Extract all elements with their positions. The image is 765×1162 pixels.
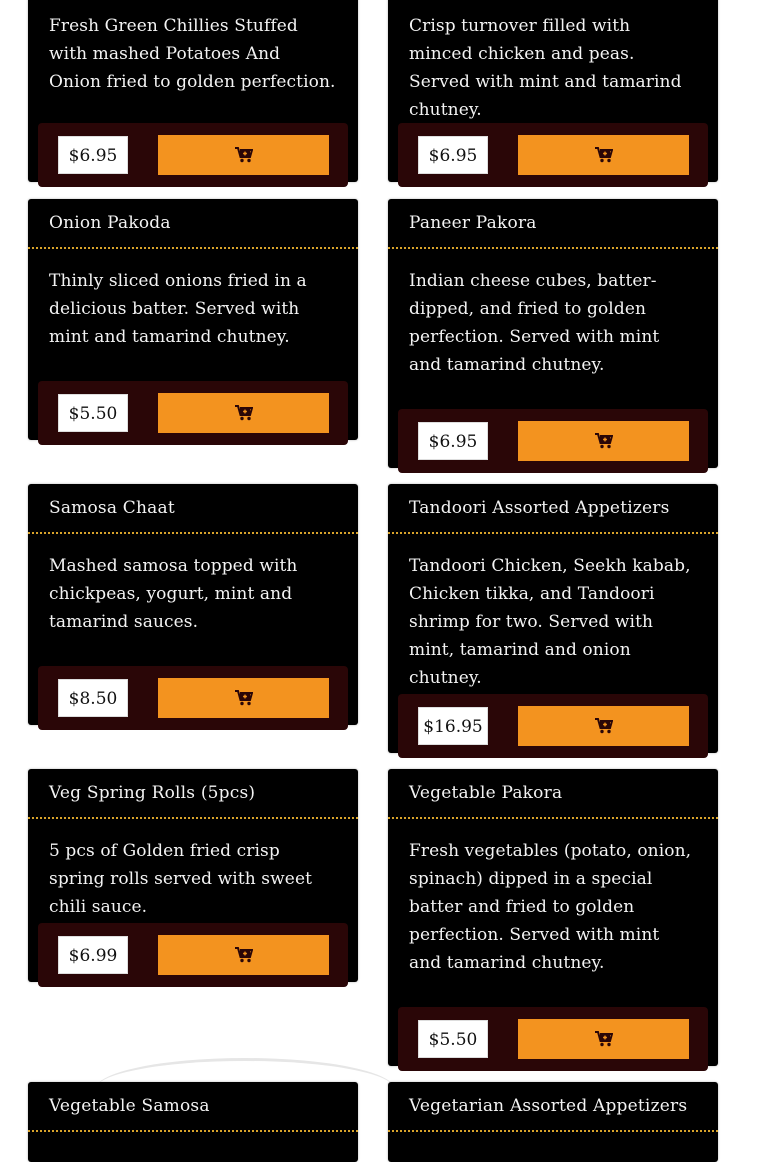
cart-plus-icon — [595, 718, 613, 734]
item-description: Tandoori Chicken, Seekh kabab, Chicken tikka, and Tandoori shrimp for two. Served with mint, tamarind and onion chutney. — [409, 556, 691, 688]
add-to-cart-button[interactable] — [158, 678, 329, 718]
item-title: Vegetarian Assorted Appetizers — [388, 1082, 718, 1132]
cart-plus-icon — [235, 690, 253, 706]
item-title: Samosa Chaat — [28, 484, 358, 534]
item-description: Crisp turnover filled with minced chicken and peas. Served with mint and tamarind chutney. — [409, 16, 682, 120]
item-price: $6.95 — [418, 136, 488, 174]
item-title: Tandoori Assorted Appetizers — [388, 484, 718, 534]
item-description: Fresh Green Chillies Stuffed with mashed Potatoes And Onion fried to golden perfection. — [49, 16, 336, 92]
item-title: Vegetable Pakora — [388, 769, 718, 819]
add-to-cart-button[interactable] — [518, 706, 689, 746]
card-footer — [398, 409, 708, 473]
cart-plus-icon — [595, 433, 613, 449]
item-price: $8.50 — [58, 679, 128, 717]
cart-plus-icon — [235, 147, 253, 163]
card-footer — [398, 1007, 708, 1071]
item-price: $6.95 — [418, 422, 488, 460]
menu-card — [28, 769, 358, 982]
item-price: $16.95 — [418, 707, 488, 745]
menu-card — [388, 1082, 718, 1162]
add-to-cart-button[interactable] — [518, 135, 689, 175]
menu-card — [28, 199, 358, 440]
menu-card — [388, 199, 718, 468]
card-footer — [398, 123, 708, 187]
add-to-cart-button[interactable] — [158, 393, 329, 433]
add-to-cart-button[interactable] — [518, 421, 689, 461]
card-footer — [38, 381, 348, 445]
item-description: Indian cheese cubes, batter-dipped, and fried to golden perfection. Served with mint and tamarind chutney. — [409, 271, 660, 375]
cart-plus-icon — [235, 405, 253, 421]
add-to-cart-button[interactable] — [518, 1019, 689, 1059]
menu-card — [388, 0, 718, 182]
card-footer — [38, 666, 348, 730]
menu-card — [388, 484, 718, 753]
item-price: $6.99 — [58, 936, 128, 974]
menu-card — [28, 484, 358, 725]
card-footer — [398, 694, 708, 758]
menu-card — [28, 0, 358, 182]
item-description: 5 pcs of Golden fried crisp spring rolls served with sweet chili sauce. — [49, 841, 313, 917]
cart-plus-icon — [595, 1031, 613, 1047]
item-title: Vegetable Samosa — [28, 1082, 358, 1132]
item-description: Fresh vegetables (potato, onion, spinach) dipped in a special batter and fried to golden perfection. Served with mint and tamarind chutney. — [409, 841, 692, 973]
card-footer — [38, 923, 348, 987]
item-title: Veg Spring Rolls (5pcs) — [28, 769, 358, 819]
item-title: Onion Pakoda — [28, 199, 358, 249]
add-to-cart-button[interactable] — [158, 935, 329, 975]
menu-card — [388, 769, 718, 1066]
item-price: $6.95 — [58, 136, 128, 174]
item-price: $5.50 — [418, 1020, 488, 1058]
menu-card — [28, 1082, 358, 1162]
add-to-cart-button[interactable] — [158, 135, 329, 175]
cart-plus-icon — [235, 947, 253, 963]
card-footer — [38, 123, 348, 187]
item-price: $5.50 — [58, 394, 128, 432]
item-title: Paneer Pakora — [388, 199, 718, 249]
cart-plus-icon — [595, 147, 613, 163]
item-description: Mashed samosa topped with chickpeas, yogurt, mint and tamarind sauces. — [49, 556, 298, 632]
item-description: Thinly sliced onions fried in a delicious batter. Served with mint and tamarind chutney. — [49, 271, 307, 347]
